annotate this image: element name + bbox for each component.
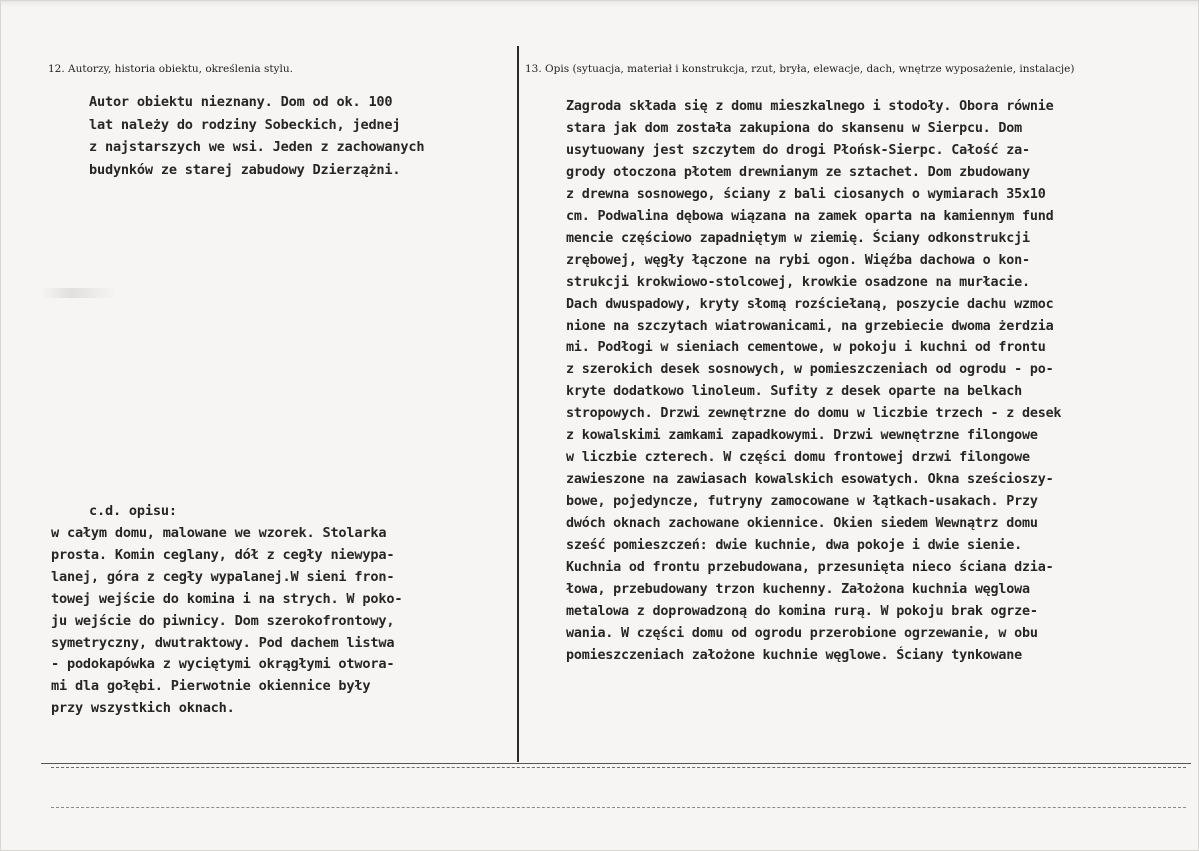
continuation-line: mi dla gołębi. Pierwotnie okiennice były — [51, 678, 371, 695]
description-line: wania. W części domu od ogrodu przerobione ogrzewanie, w obu — [566, 625, 1038, 641]
section-12-label: 12. Autorzy, historia obiektu, określenia stylu. — [48, 63, 293, 75]
column-divider — [517, 46, 519, 762]
description-text — [566, 96, 1061, 667]
description-line: mencie częściowo zapadniętym w ziemię. Ściany odkonstrukcji — [566, 230, 1030, 246]
description-line: stara jak dom została zakupiona do skansenu w Sierpcu. Dom — [566, 120, 1022, 136]
continuation-line: towej wejście do komina i na strych. W poko- — [51, 590, 403, 607]
continuation-line: przy wszystkich oknach. — [51, 700, 235, 717]
description-line: bowe, pojedyncze, futryny zamocowane w łątkach-usakach. Przy — [566, 494, 1038, 510]
continuation-line: lanej, góra z cegły wypalanej.W sieni fron- — [51, 568, 395, 585]
continuation-line: ju wejście do piwnicy. Dom szerokofrontowy, — [51, 612, 395, 629]
description-line: łowa, przebudowany trzon kuchenny. Założona kuchnia węglowa — [566, 581, 1030, 597]
history-line: lat należy do rodziny Sobeckich, jednej — [89, 116, 401, 133]
description-line: z kowalskimi zamkami zapadkowymi. Drzwi wewnętrzne filongowe — [566, 428, 1038, 444]
description-line: kryte dodatkowo linoleum. Sufity z desek oparte na belkach — [566, 384, 1022, 400]
continuation-text — [51, 523, 402, 720]
description-line: Kuchnia od frontu przebudowana, przesunięta nieco ściana dzia- — [566, 560, 1054, 576]
description-line: zrębowej, węgły łączone na rybi ogon. Więźba dachowa o kon- — [566, 252, 1030, 268]
dashed-rule-2 — [51, 807, 1186, 808]
description-line: pomieszczeniach założone kuchnie węglowe. Ściany tynkowane — [566, 647, 1022, 663]
description-line: Zagroda składa się z domu mieszkalnego i stodoły. Obora równie — [566, 99, 1054, 114]
description-line: nione na szczytach wiatrowanicami, na grzebiecie dwoma żerdzia — [566, 318, 1054, 334]
description-line: dwóch oknach zachowane okiennice. Okien siedem Wewnątrz domu — [566, 516, 1038, 532]
history-line: budynków ze starej zabudowy Dzierzążni. — [89, 161, 401, 178]
section-13-label: 13. Opis (sytuacja, materiał i konstrukcja, rzut, bryła, elewacje, dach, wnętrze wyposażenie, instalacje) — [525, 63, 1075, 75]
description-line: metalowa z doprowadzoną do komina rurą. W pokoju brak ogrze- — [566, 603, 1038, 619]
description-line: zawieszone na zawiasach kowalskich esowatych. Okna sześcioszy- — [566, 472, 1054, 488]
continuation-line: - podokapówka z wyciętymi okrągłymi otwora- — [51, 656, 395, 673]
dashed-rule-1 — [51, 767, 1186, 768]
history-line: Autor obiektu nieznany. Dom od ok. 100 — [89, 94, 393, 110]
continuation-heading: c.d. opisu: — [89, 503, 177, 519]
description-line: w liczbie czterech. W części domu frontowej drzwi filongowe — [566, 450, 1030, 466]
description-line: mi. Podłogi w sieniach cementowe, w pokoju i kuchni od frontu — [566, 340, 1046, 356]
continuation-heading-block — [89, 501, 177, 523]
description-line: stropowych. Drzwi zewnętrzne do domu w liczbie trzech - z desek — [566, 406, 1062, 422]
history-text — [89, 91, 424, 181]
description-line: Dach dwuspadowy, kryty słomą rozściełaną, poszycie dachu wzmoc — [566, 296, 1054, 312]
description-line: sześć pomieszczeń: dwie kuchnie, dwa pokoje i dwie sienie. — [566, 538, 1022, 554]
description-line: z drewna sosnowego, ściany z bali ciosanych o wymiarach 35x10 — [566, 186, 1046, 202]
continuation-line: prosta. Komin ceglany, dół z cegły niewypa- — [51, 546, 395, 563]
description-line: grody otoczona płotem drewnianym ze sztachet. Dom zbudowany — [566, 164, 1030, 180]
description-line: z szerokich desek sosnowych, w pomieszczeniach od ogrodu - po- — [566, 362, 1054, 378]
history-line: z najstarszych we wsi. Jeden z zachowanych — [89, 139, 425, 156]
paper-edge-shadow — [1, 1, 1198, 7]
description-line: strukcji krokwiowo-stolcowej, krowkie osadzone na murłacie. — [566, 274, 1030, 290]
paper-smudge — [41, 288, 116, 298]
continuation-line: w całym domu, malowane we wzorek. Stolarka — [51, 525, 387, 541]
description-line: usytuowany jest szczytem do drogi Płońsk-Sierpc. Całość za- — [566, 142, 1030, 158]
continuation-line: symetryczny, dwutraktowy. Pod dachem listwa — [51, 634, 395, 651]
bottom-rule — [41, 763, 1191, 764]
description-line: cm. Podwalina dębowa wiązana na zamek oparta na kamiennym fund — [566, 208, 1054, 224]
